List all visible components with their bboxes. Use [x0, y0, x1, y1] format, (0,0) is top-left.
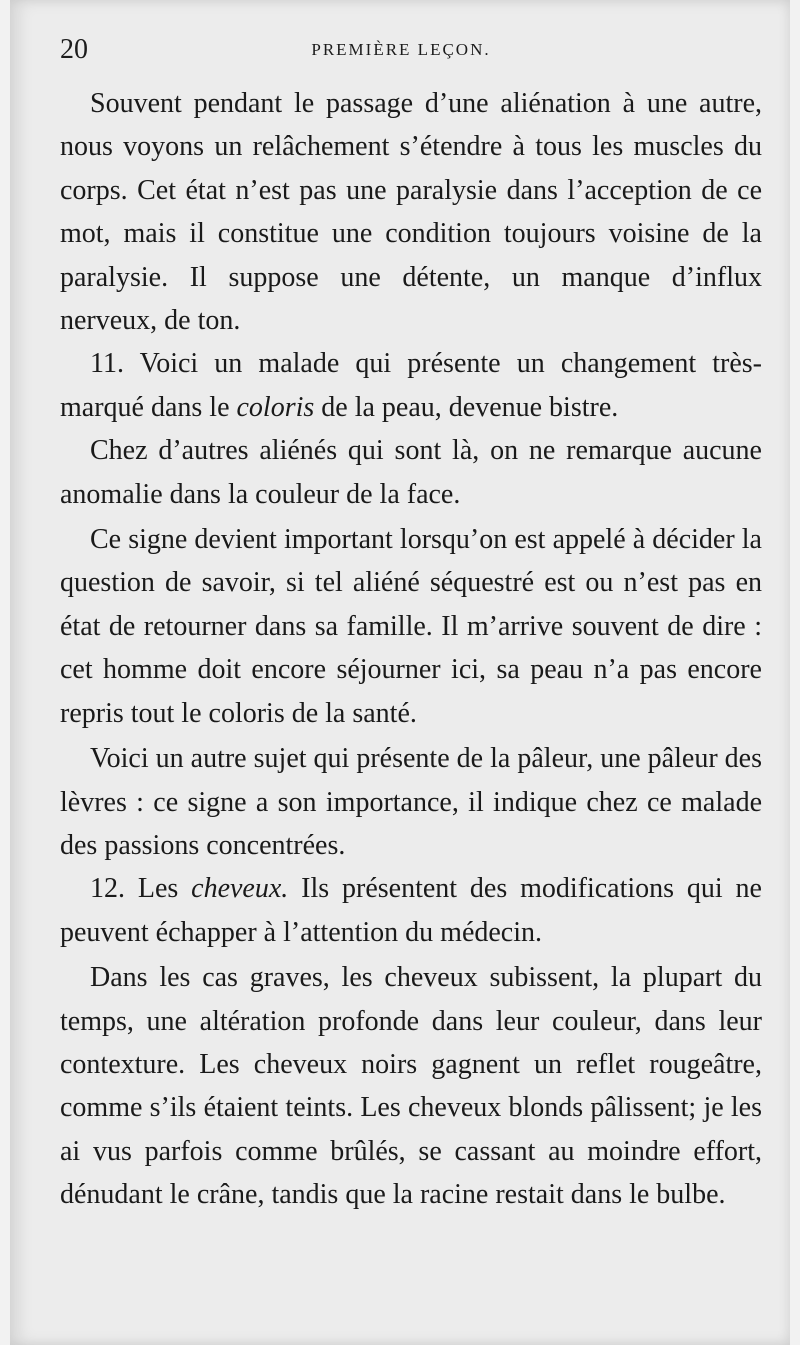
- body-text: [60, 82, 762, 1217]
- book-page: [10, 0, 790, 1345]
- paragraph-4: Ce signe devient important lorsqu’on est appelé à décider la question de savoir, si tel aliéné séquestré est ou n’est pas en état de retourner dans sa famille. Il m’arrive souvent de dire : cet homme doit encore séjourner ici, sa peau n’a pas encore repris tout le coloris de la santé.: [60, 524, 762, 729]
- paragraph-2-prefix: 11. Voici un malade qui présente un changement très-marqué dans le: [60, 348, 762, 423]
- paragraph-2-italic: coloris: [236, 391, 315, 423]
- paragraph-2: [60, 342, 762, 429]
- paragraph-6-italic: cheveux.: [191, 873, 289, 905]
- paragraph-6-prefix: 12. Les: [90, 873, 192, 905]
- paragraph-1: Souvent pendant le passage d’une aliénation à une autre, nous voyons un relâchement s’étendre à tous les muscles du corps. Cet état n’est pas une paralysie dans l’acception de ce mot, mais il constitue une condition toujours voisine de la paralysie. Il suppose une détente, un manque d’influx nerveux, de ton.: [60, 88, 762, 337]
- paragraph-6: [60, 867, 762, 954]
- paragraph-3: Chez d’autres aliénés qui sont là, on ne remarque aucune anomalie dans la couleur de la face.: [60, 435, 762, 510]
- paragraph-5: Voici un autre sujet qui présente de la pâleur, une pâleur des lèvres : ce signe a son importance, il indique chez ce malade des passions concentrées.: [60, 743, 762, 861]
- running-title: PREMIÈRE LEÇON.: [311, 40, 491, 59]
- paragraph-7: Dans les cas graves, les cheveux subissent, la plupart du temps, une altération profonde dans leur couleur, dans leur contexture. Les cheveux noirs gagnent un reflet rougeâtre, comme s’ils étaient teints. Les cheveux blonds pâlissent; je les ai vus parfois comme brûlés, se cassant au moindre effort, dénudant le crâne, tandis que la racine restait dans le bulbe.: [60, 962, 762, 1211]
- paragraph-6-suffix: Ils présentent des modifications qui ne peuvent échapper à l’attention du médecin.: [60, 873, 762, 948]
- page-number: 20: [60, 34, 88, 65]
- page-header: [60, 30, 742, 70]
- paragraph-2-suffix: de la peau, devenue bistre.: [314, 391, 619, 423]
